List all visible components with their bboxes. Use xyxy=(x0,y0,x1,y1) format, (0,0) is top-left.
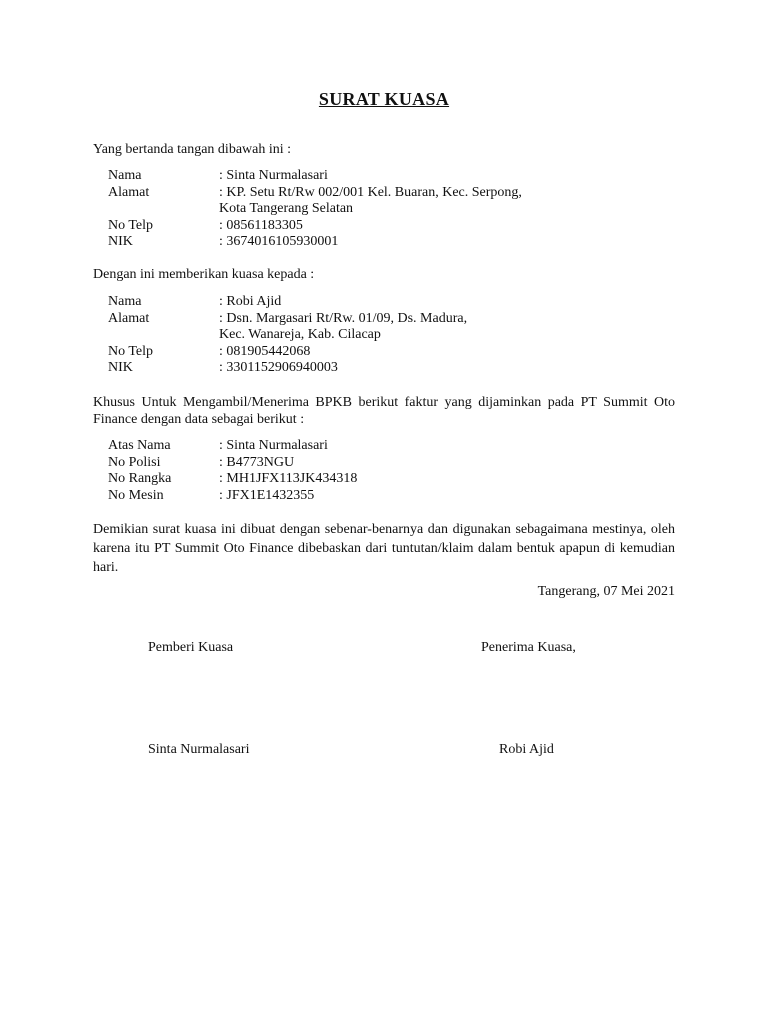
vehicle-owner-row xyxy=(108,438,668,455)
grantor-signature-name: Sinta Nurmalasari xyxy=(148,742,250,757)
grantee-name-value: : Robi Ajid xyxy=(219,294,282,309)
grantee-address-value: : Dsn. Margasari Rt/Rw. 01/09, Ds. Madura, xyxy=(219,310,468,326)
grantor-address-continuation: Kota Tangerang Selatan xyxy=(219,201,354,216)
document-title: SURAT KUASA xyxy=(318,89,450,109)
grantee-address-row xyxy=(108,311,668,328)
vehicle-engine-row xyxy=(108,488,668,505)
grantor-nik-label: NIK xyxy=(108,234,133,249)
vehicle-plate-label: No Polisi xyxy=(108,454,161,470)
vehicle-chassis-row xyxy=(108,471,668,488)
place-date: Tangerang, 07 Mei 2021 xyxy=(537,584,675,599)
grantee-role: Penerima Kuasa, xyxy=(481,640,576,655)
grantor-address-value: : KP. Setu Rt/Rw 002/001 Kel. Buaran, Kec. Serpong, xyxy=(219,184,522,200)
intro-text: Yang bertanda tangan dibawah ini : xyxy=(93,142,292,157)
purpose-text: Khusus Untuk Mengambil/Menerima BPKB berikut faktur yang dijaminkan pada PT Summit Oto Finance dengan data sebagai berikut : xyxy=(93,395,675,427)
grantor-nik-value: : 3674016105930001 xyxy=(219,234,339,249)
grantee-signature-name: Robi Ajid xyxy=(499,742,554,757)
grant-intro-text: Dengan ini memberikan kuasa kepada : xyxy=(93,267,315,282)
grantee-details xyxy=(108,294,668,377)
grantor-nik-row xyxy=(108,234,668,251)
grantor-name-row xyxy=(108,168,668,185)
vehicle-details xyxy=(108,438,668,504)
grantee-nik-label: NIK xyxy=(108,360,133,375)
vehicle-chassis-label: No Rangka xyxy=(108,471,172,486)
grantee-nik-row xyxy=(108,360,668,377)
grantor-phone-row xyxy=(108,218,668,235)
grantee-phone-row xyxy=(108,344,668,361)
vehicle-plate-row xyxy=(108,455,668,472)
grantor-role: Pemberi Kuasa xyxy=(148,640,234,655)
vehicle-engine-label: No Mesin xyxy=(108,487,164,503)
grantor-address-row xyxy=(108,185,668,202)
grantor-name-label: Nama xyxy=(108,168,142,183)
vehicle-engine-value: : JFX1E1432355 xyxy=(219,487,315,503)
vehicle-owner-label: Atas Nama xyxy=(108,438,171,453)
vehicle-chassis-value: : MH1JFX113JK434318 xyxy=(219,471,358,486)
grantee-phone-label: No Telp xyxy=(108,343,154,359)
grantee-address-label: Alamat xyxy=(108,310,150,326)
grantee-phone-value: : 081905442068 xyxy=(219,343,311,359)
grantee-name-label: Nama xyxy=(108,294,142,309)
grantor-phone-value: : 08561183305 xyxy=(219,217,303,233)
grantor-phone-label: No Telp xyxy=(108,217,154,233)
grantor-details xyxy=(108,168,668,251)
grantor-address-label: Alamat xyxy=(108,184,150,200)
grantee-name-row xyxy=(108,294,668,311)
vehicle-plate-value: : B4773NGU xyxy=(219,454,295,470)
grantor-name-value: : Sinta Nurmalasari xyxy=(219,168,328,183)
grantee-nik-value: : 3301152906940003 xyxy=(219,360,338,375)
grantee-address-continuation: Kec. Wanareja, Kab. Cilacap xyxy=(219,327,381,342)
vehicle-owner-value: : Sinta Nurmalasari xyxy=(219,438,328,453)
closing-text: Demikian surat kuasa ini dibuat dengan sebenar-benarnya dan digunakan sebagaimana mestinya, oleh karena itu PT Summit Oto Finance dibebaskan dari tuntutan/klaim dalam bentuk apapun di kemudian hari. xyxy=(93,522,675,575)
